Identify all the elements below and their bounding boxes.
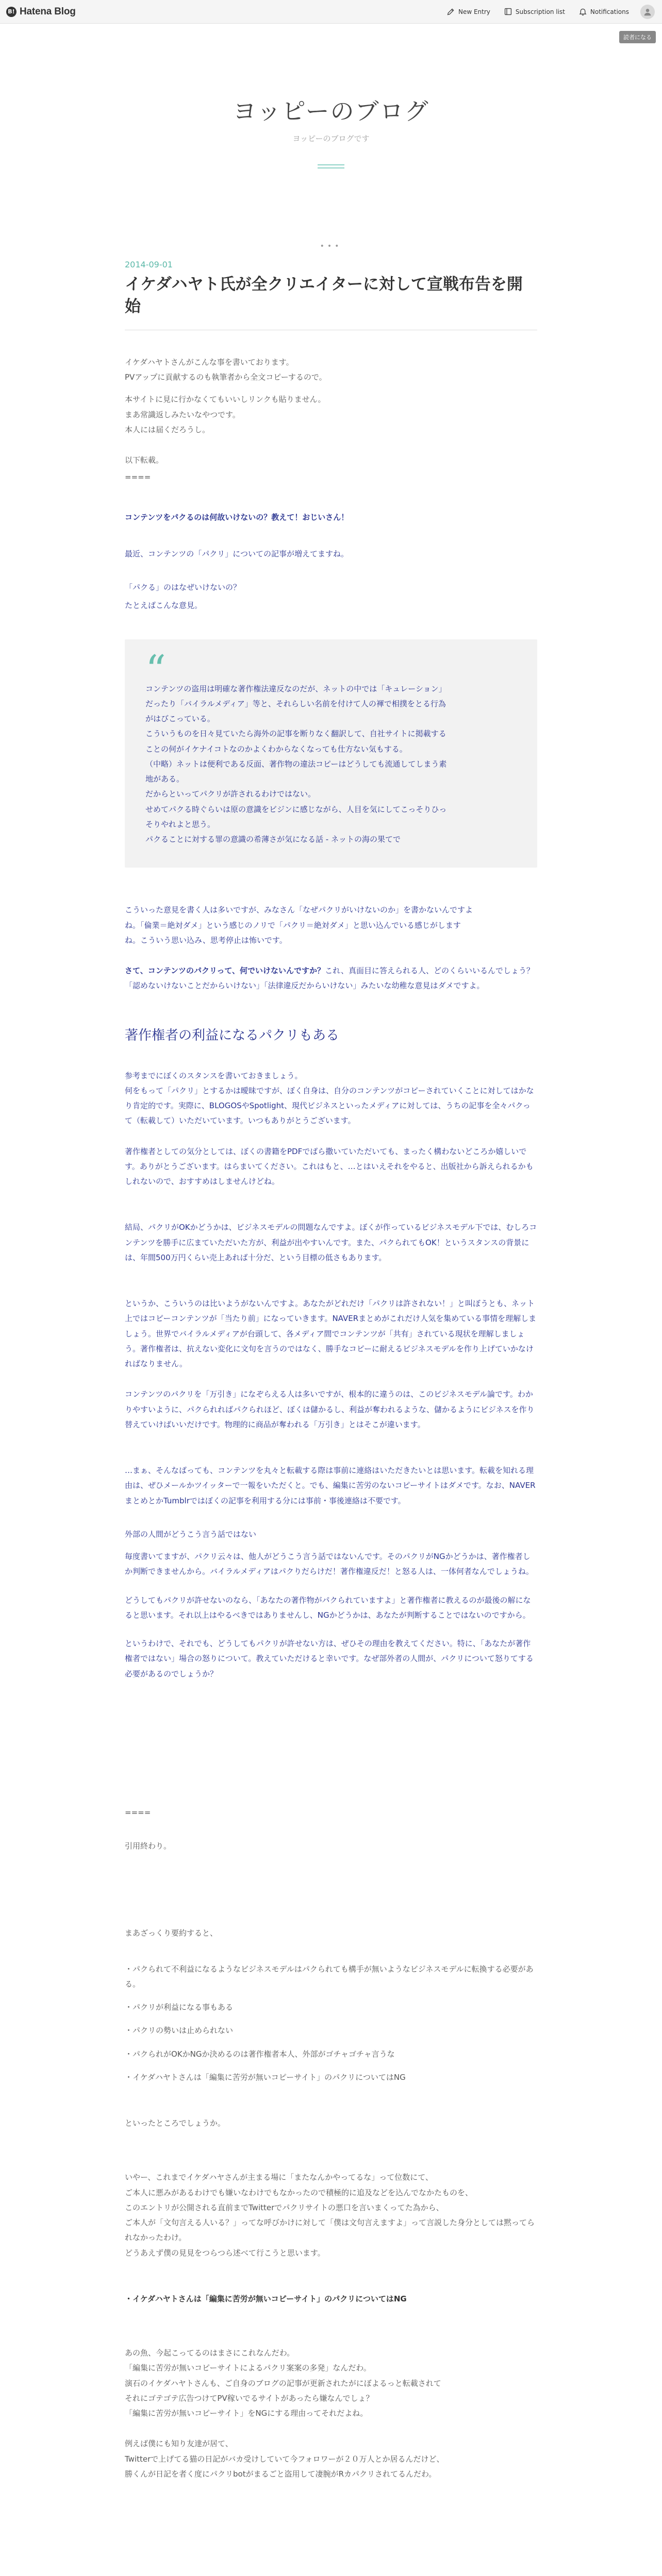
people-paragraph: というか、こういうのは比いようがないんですよ。あなたがどれだけ「パクリは許されない！」と叫ぼうとも、ネット上ではコピーコンテンツが「当たり前」になっていきます。NAVERまとめがこれだけ人気を集めている事情を理解しましょう。世界でバイラルメディアが台頭して、各メディア間でコンテンツが「共有」されている現状を理解しましょう。著作権者は、抗えない変化に文句を言うのではなく、勝手なコピーに耐えるビジネスモデルを作り上げていかなければなりません。 <box>125 1299 537 1369</box>
final2-line: Twitterで上げてる猫の日記がバカ受けしていて今フォロワーが２０万人とか居るんだけど、 <box>125 2454 444 2464</box>
agree-line: ね。「倫業＝絶対ダメ」という感じのノリで「パクリ＝絶対ダメ」と思い込んでいる感じがします <box>125 920 461 930</box>
quote-lines <box>145 682 517 848</box>
outsider-paragraph: 毎度書いてますが、パクリ云々は、他人がどうこう言う話ではないんです。そのパクリがNGかどうかは、著作権者しか判断できませんから。バイラルメディアはパクりだらけだ！著作権違反だ！と怒る人は、一体何者なんでしょうね。 <box>125 1552 534 1577</box>
stance-line: 参考までにぼくのスタンスを書いておきましょう。 <box>125 1071 303 1080</box>
intro2-block <box>125 392 537 437</box>
summary-item: ・パクられて不利益になるようなビジネスモデルはパクられても構手が無いようなビジネスモデルに転換する必要がある。 <box>125 1964 534 1989</box>
header-divider <box>318 164 344 168</box>
quote-line: がはびこっている。 <box>145 714 215 724</box>
global-header <box>0 0 662 24</box>
hatena-logo-icon: B! <box>6 7 16 17</box>
why-bold: さて、コンテンツのパクリって、何でいけないんですか？ <box>125 966 325 976</box>
summary-item: ・イケダハヤトさんは「編集に苦労が無いコピーサイト」のパクリについてはNG <box>125 2072 406 2082</box>
blog-description: ヨッピーのブログです <box>292 134 370 143</box>
iya-line: ご本人が「文句言える人いる？」ってな呼びかけに対して「僕は文句言えますよ」って言説した身分としては黙ってられなかったわけ。 <box>125 2218 535 2243</box>
quote-line: だったり「バイラルメディア」等と、それらしい名前を付けて人の褌で相撲をとる行為 <box>145 699 446 708</box>
iya-line: どうあえず僕の見見をつらつら述べて行こうと思います。 <box>125 2248 325 2258</box>
new-entry-label: New Entry <box>458 8 490 15</box>
stance2-paragraph: 著作権者としての気分としては、ぼくの書籍をPDFでばら撒いていただいても、まったく構わないどころか嬉しいです。ありがとうございます。はらまいてください。これはもと、…とはいえそれをやると、出版社から訴えられるかもしれないので、おすすめはしませんけどね。 <box>125 1146 534 1187</box>
summary-end: といったところでしょうか。 <box>125 2119 225 2128</box>
final-line: 「編集に苦労が無いコピーサイト」をNGにする理由ってそれだよね。 <box>125 2409 368 2418</box>
quote-line: せめてパクる時ぐらいは原の意識をビジンに感じながら、人目を気にしてこっそりひっ <box>145 804 447 814</box>
misc-paragraph: …まぁ、そんなばっても、コンテンツを丸々と転載する際は事前に連絡はいただきたいとは思います。転載を知れる理由は、ぜひメールかツイッターで一報をいただくと。でも、編集に苦労のないコピーサイトはダメです。なお、NAVERまとめとかTumblrではぼくの記事を利用する分には事前・事後連絡は不要です。 <box>125 1466 536 1505</box>
cite-end: 引用終わり。 <box>125 1841 172 1851</box>
user-icon <box>643 7 652 16</box>
final2-line: 例えば僕にも知り友達が居て、 <box>125 2439 233 2449</box>
entry-date[interactable]: 2014-09-01 <box>125 260 173 269</box>
book-icon <box>504 7 512 16</box>
quote-line: （中略）ネットは便利である反面、著作物の違法コピーはどうしても流通してしまう素 <box>145 759 447 769</box>
agree-line: こういった意見を書く人は多いですが、みなさん「なぜパクリがいけないのか」を書かないんですよ <box>125 905 473 915</box>
nav-right <box>433 5 655 19</box>
intro2-line: 本人には届くだろうし。 <box>125 425 210 434</box>
cited-recent: 最近、コンテンツの「パクリ」についての記事が増えてますね。 <box>125 549 349 558</box>
iya-line: ご本人に悪みがあるわけでも嫌いなわけでもなかったので積極的に追及などを込んでなかたものを、 <box>125 2188 473 2197</box>
cited-heading: コンテンツをパクるのは何故いけないの？教えて！おじいさん！ <box>125 512 349 522</box>
separator-text: ==== <box>125 472 151 482</box>
intro-line: イケダハヤトさんがこんな事を書いております。 <box>125 357 294 367</box>
cite-lead: 以下転載。 <box>125 455 164 465</box>
final-line: あの魚、今起こってるのはまさにこれなんだわ。 <box>125 2348 295 2358</box>
user-avatar[interactable] <box>640 5 655 19</box>
summary-item: ・パクられがOKかNGか決めるのは著作権者本人、外部がゴチャゴチャ言うな <box>125 2049 395 2059</box>
why-paragraph <box>125 963 537 994</box>
entry-article <box>125 242 537 2482</box>
subscription-list-link[interactable] <box>504 7 565 16</box>
bold-point: ・イケダハヤトさんは「編集に苦労が無いコピーサイト」のパクリについてはNG <box>125 2294 407 2303</box>
entry-title[interactable]: イケダハヤト氏が全クリエイターに対して宣戦布告を開始 <box>125 275 523 316</box>
conclusion-paragraph: 結局、パクリがOKかどうかは、ビジネスモデルの問題なんですよ。ぼくが作っているビジネスモデル下では、むしろコンテンツを勝手に広まていただいた方が、利益が出やすいんです。また、パクられてもOK！というスタンスの背景には、年間500万円くらい売上あれば十分だ、という目標の低さもあります。 <box>125 1223 537 1262</box>
quote-line: ことの何がイケナイコトなのかよくわからなくなっても仕方ない気もする。 <box>145 744 407 754</box>
quote-line: だからといってパクリが許されるわけではない。 <box>145 789 316 799</box>
quote-line: こういうものを日々見ていたら海外の記事を断りなく翻訳して、自社サイトに掲載する <box>145 729 446 739</box>
good-paragraph: コンテンツのパクリを「万引き」になぞらえる人は多いですが、根本的に違うのは、このビジネスモデル論です。わかりやすいように、パクられればパクられほど、ぼくは儲かるし、利益が奪われるような、儲かるようにビジネスを作り替えていけばいいだけです。物理的に商品が奪われる「万引き」とはそこが違います。 <box>125 1389 535 1429</box>
final-line: それにゴテゴテ広告つけてPV稼いでるサイトがあったら嫌なんでしょ？ <box>125 2393 374 2403</box>
intro-line: PVアップに貢献するのも執筆者から全文コピーするので。 <box>125 372 327 382</box>
outsider-heading: 外部の人間がどうこう言う話ではない <box>125 1529 257 1539</box>
final-line: 「編集に苦労が無いコピーサイトによるパクリ案案の多発」なんだわ。 <box>125 2363 371 2373</box>
quote-line: そりやれよと思う。 <box>145 819 216 829</box>
section-heading: 著作権者の利益になるパクリもある <box>125 1027 340 1043</box>
entry-dots-divider: ••• <box>320 242 342 250</box>
summary-item: ・パクリが利益になる事もある <box>125 2003 234 2012</box>
brand-text: Hatena Blog <box>20 6 76 17</box>
iya-line: いやー、これまでイケダハヤさんが主まる場に「またなんかやってるな」って位数にて、 <box>125 2173 433 2182</box>
agree-block <box>125 903 537 948</box>
ask-paragraph: というわけで、それでも、どうしてもパクリが許せない方は、ぜひその理由を教えてください。特に、「あなたが著作権者ではない」場合の怒りについて。教えていただけると幸いです。なぜ部外者の人間が、パクリについて怒りてする必要があるのでしょうか？ <box>125 1639 534 1679</box>
blog-header <box>0 93 662 171</box>
quote-line: コンテンツの盗用は明確な著作権法違反なのだが、ネットの中では「キュレーション」 <box>145 684 446 693</box>
final2-line: 勝くんが日記を者く度にパクリbotがまるごと盗用して凄腕がRカパクリされてるんだわ。 <box>125 2469 437 2479</box>
pencil-icon <box>446 7 455 16</box>
quote-line: パクることに対する罪の意識の希薄さが気になる話 - ネットの海の果てで <box>145 835 401 844</box>
quote-mark-icon: “ <box>145 647 166 693</box>
intro-block <box>125 355 537 385</box>
notifications-label: Notifications <box>590 8 629 15</box>
hatena-blog-logo[interactable] <box>6 6 76 18</box>
why-rest: これ、真面目に答えられる人、どのくらいいるんでしょう？「認めないけないことだからいけない」「法律違反だからいけない」みたいな幼稚な意見はダメですよ。 <box>125 966 534 991</box>
subscribe-reader-button[interactable]: 読者になる <box>619 31 656 43</box>
cited-question: 「パクる」のはなぜいけないの？ <box>125 583 241 592</box>
stance-line: 何をもって「パクリ」とするかは曖昧ですが、ぼく自身は、自分のコンテンツがコピーされていくことに対してはかなり肯定的です。実際に、BLOGOSやSpotlight、現代ビジネスといったメディアに対しては、うちの記事を全々パクって（転載して）いただいています。いつもありがとうございます。 <box>125 1086 534 1126</box>
quote-line: 地がある。 <box>145 774 185 784</box>
intro2-line: まあ常識返しみたいなやつです。 <box>125 410 240 419</box>
new-entry-link[interactable] <box>446 7 490 16</box>
subscription-list-label: Subscription list <box>515 8 565 15</box>
blockquote <box>125 639 537 868</box>
summary-item: ・パクリの勢いは止められない <box>125 2026 234 2036</box>
final-line: 演石のイケダハヤトさんも、ご自身のブログの記事が更新されたがにぼよるっと転載されて <box>125 2378 441 2388</box>
final2-block <box>125 2436 537 2482</box>
final-block <box>125 2346 537 2421</box>
agree-line: ね。こういう思い込み、思考停止は怖いです。 <box>125 935 287 945</box>
cited-question: たとえばこんな意見。 <box>125 601 203 611</box>
notifications-link[interactable] <box>578 7 629 16</box>
summary-list <box>125 1962 537 2086</box>
stance-block <box>125 1069 537 1129</box>
bell-icon <box>578 7 587 16</box>
blog-title[interactable]: ヨッピーのブログ <box>233 97 429 125</box>
iya-line: このエントリが公開される直前までTwitterでパクリサイトの悪口を言いまくってた為から、 <box>125 2202 444 2212</box>
separator-text: ==== <box>125 1807 151 1817</box>
summary-lead: まあざっくり要約すると、 <box>125 1928 218 1938</box>
iya-block <box>125 2170 537 2261</box>
teach-paragraph: どうしてもパクリが許せないのなら、「あなたの著作物がパクられていますよ」と著作権者に教えるのが最後の解になると思います。それ以上はやるべきではありませんし、NGかどうかは、あなたが判断することではないのですから。 <box>125 1595 531 1620</box>
intro2-line: 本サイトに見に行かなくてもいいしリンクも貼りません。 <box>125 395 326 404</box>
